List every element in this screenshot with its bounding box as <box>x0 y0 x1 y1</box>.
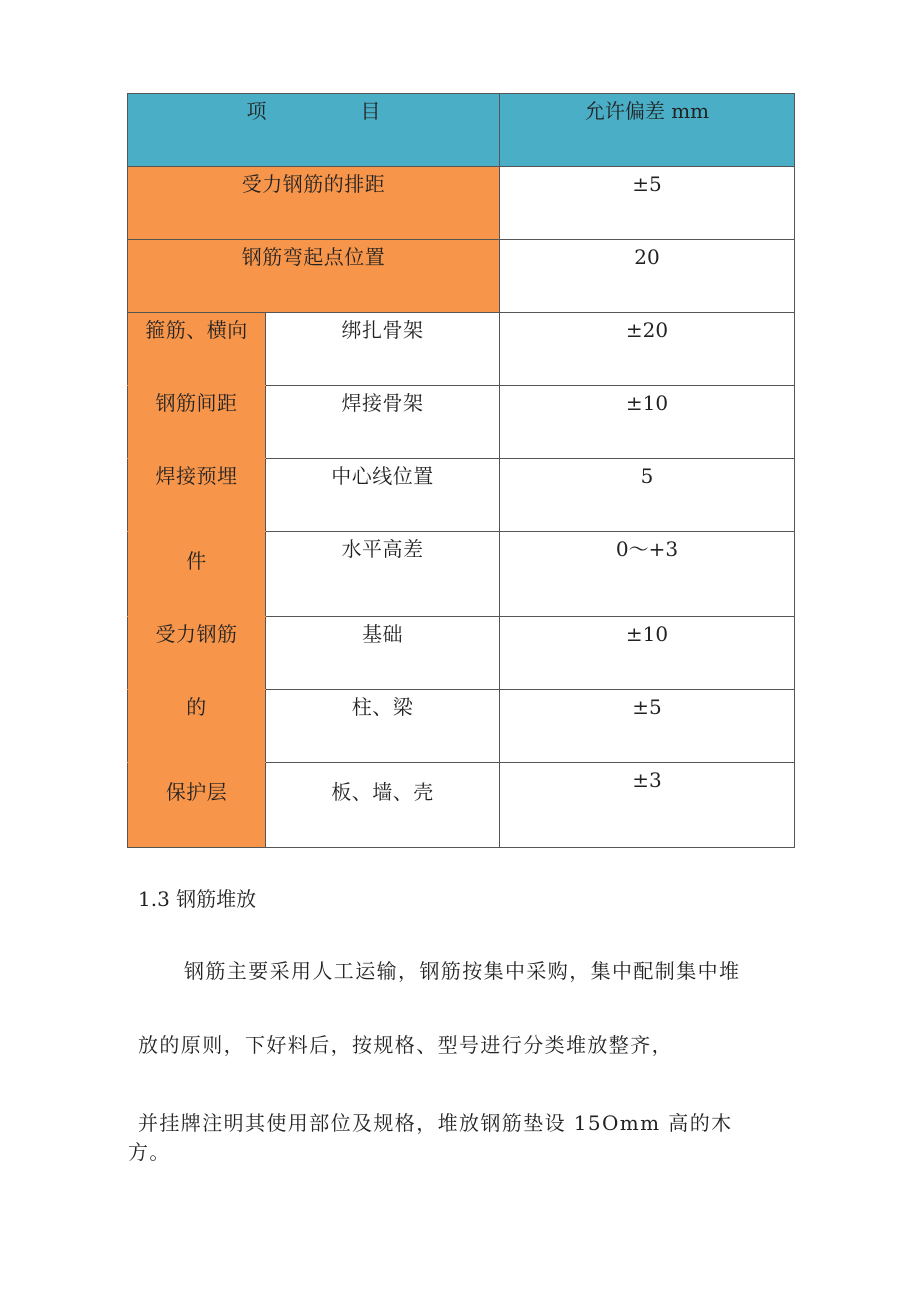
group-label-cell <box>128 690 266 763</box>
item-label-cell <box>266 313 500 386</box>
item-value-cell <box>500 690 795 763</box>
row-label-cell <box>128 240 500 313</box>
item-label: 中心线位置 <box>331 464 434 488</box>
item-value-cell <box>500 459 795 532</box>
table-row <box>128 313 795 386</box>
table-header-row <box>128 94 795 167</box>
row-label: 钢筋弯起点位置 <box>241 245 386 269</box>
item-value: ±3 <box>632 768 662 792</box>
paragraph-line: 方。 <box>128 1140 171 1164</box>
row-value-cell <box>500 240 795 313</box>
paragraph-line: 钢筋主要采用人工运输，钢筋按集中采购，集中配制集中堆 <box>184 959 741 983</box>
header-tolerance-cell <box>500 94 795 167</box>
item-value-cell <box>500 386 795 459</box>
paragraph-line: 并挂牌注明其使用部位及规格，堆放钢筋垫设 15Omm 高的木 <box>138 1111 733 1135</box>
group-label-cell <box>128 459 266 532</box>
item-value: 5 <box>640 464 654 488</box>
table-row <box>128 690 795 763</box>
item-label: 柱、梁 <box>351 695 414 719</box>
row-label: 受力钢筋的排距 <box>241 172 386 196</box>
row-value: 20 <box>634 245 660 269</box>
group-label-cell <box>128 763 266 848</box>
item-label-cell <box>266 617 500 690</box>
item-label-cell <box>266 690 500 763</box>
paragraph-line: 放的原则，下好料后，按规格、型号进行分类堆放整齐， <box>138 1033 673 1057</box>
item-value: ±10 <box>625 622 669 646</box>
group-label-line: 受力钢筋 <box>155 622 238 646</box>
item-label: 板、墙、壳 <box>331 780 434 804</box>
tolerance-table <box>127 93 795 848</box>
table-row <box>128 617 795 690</box>
row-label-cell <box>128 167 500 240</box>
item-label: 基础 <box>362 622 403 646</box>
item-value-cell <box>500 763 795 848</box>
section-heading: 1.3 钢筋堆放 <box>138 887 257 911</box>
item-label-cell <box>266 386 500 459</box>
item-value-cell <box>500 313 795 386</box>
table-row <box>128 167 795 240</box>
table-row <box>128 386 795 459</box>
item-value: 0～+3 <box>615 537 679 561</box>
table-row <box>128 240 795 313</box>
item-label-cell <box>266 532 500 617</box>
group-label-line: 件 <box>186 549 207 573</box>
group-label-line: 钢筋间距 <box>155 391 238 415</box>
item-value: ±20 <box>625 318 669 342</box>
table-row <box>128 532 795 617</box>
group-label-line: 箍筋、横向 <box>145 318 248 342</box>
group-label-cell <box>128 313 266 386</box>
item-label-cell <box>266 763 500 848</box>
group-label-cell <box>128 386 266 459</box>
group-label-cell <box>128 617 266 690</box>
table-row <box>128 459 795 532</box>
row-value-cell <box>500 167 795 240</box>
group-label-line: 焊接预埋 <box>155 464 238 488</box>
item-label: 水平高差 <box>341 537 424 561</box>
item-label: 绑扎骨架 <box>341 318 424 342</box>
item-value-cell <box>500 617 795 690</box>
item-value: ±5 <box>632 695 662 719</box>
table-row <box>128 763 795 848</box>
group-label-line: 保护层 <box>165 780 228 804</box>
header-item-right: 目 <box>360 99 381 123</box>
item-label-cell <box>266 459 500 532</box>
group-label-line: 的 <box>186 695 207 719</box>
item-value-cell <box>500 532 795 617</box>
header-item-cell <box>128 94 500 167</box>
group-label-cell <box>128 532 266 617</box>
header-tolerance: 允许偏差 mm <box>584 99 710 123</box>
header-item-left: 项 <box>246 99 267 123</box>
row-value: ±5 <box>632 172 662 196</box>
item-value: ±10 <box>625 391 669 415</box>
item-label: 焊接骨架 <box>341 391 424 415</box>
